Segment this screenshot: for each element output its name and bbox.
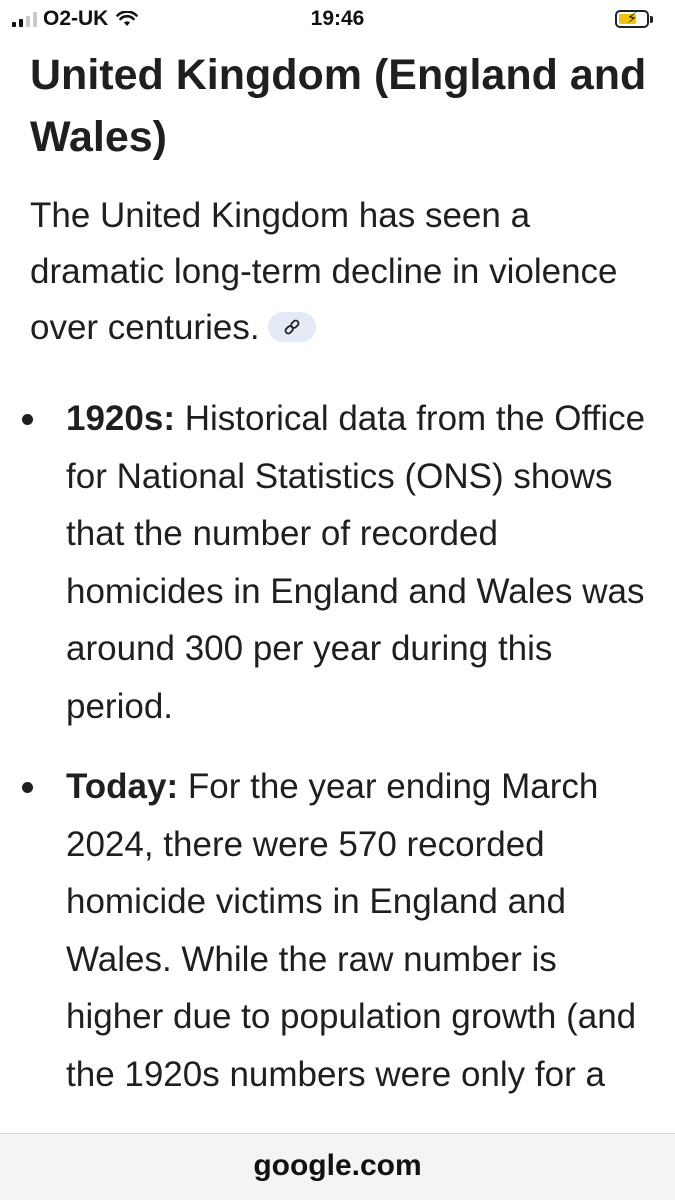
status-left	[12, 7, 138, 31]
source-link-chip[interactable]	[268, 312, 316, 342]
bullet-dot	[22, 782, 33, 793]
bullet-label: Today:	[66, 767, 179, 806]
intro-paragraph	[30, 188, 640, 356]
section-heading: United Kingdom (England and Wales)	[30, 51, 647, 161]
status-bar	[0, 0, 675, 38]
carrier-name: O2-UK	[43, 7, 109, 30]
bullet-text	[66, 758, 646, 1103]
url-text[interactable]: google.com	[253, 1149, 422, 1182]
wifi-icon	[116, 11, 138, 27]
bullet-dot	[22, 414, 33, 425]
status-time: 19:46	[310, 7, 365, 30]
signal-icon	[12, 11, 37, 27]
bullet-text	[66, 390, 646, 735]
battery-charging-icon: ⚡	[615, 10, 653, 28]
bullet-body: For the year ending March 2024, there were 570 recorded homicide victims in England and Wales. While the raw number is higher due to population growth (and the 1920s numbers were only for a	[66, 767, 637, 1094]
bullet-body: Historical data from the Office for National Statistics (ONS) shows that the number of recorded homicides in England and Wales was around 300 per year during this period.	[66, 399, 646, 726]
intro-text: The United Kingdom has seen a dramatic long-term decline in violence over centuries.	[30, 196, 618, 347]
link-icon	[283, 318, 301, 336]
browser-url-bar[interactable]	[0, 1133, 675, 1200]
bullet-label: 1920s:	[66, 399, 175, 438]
